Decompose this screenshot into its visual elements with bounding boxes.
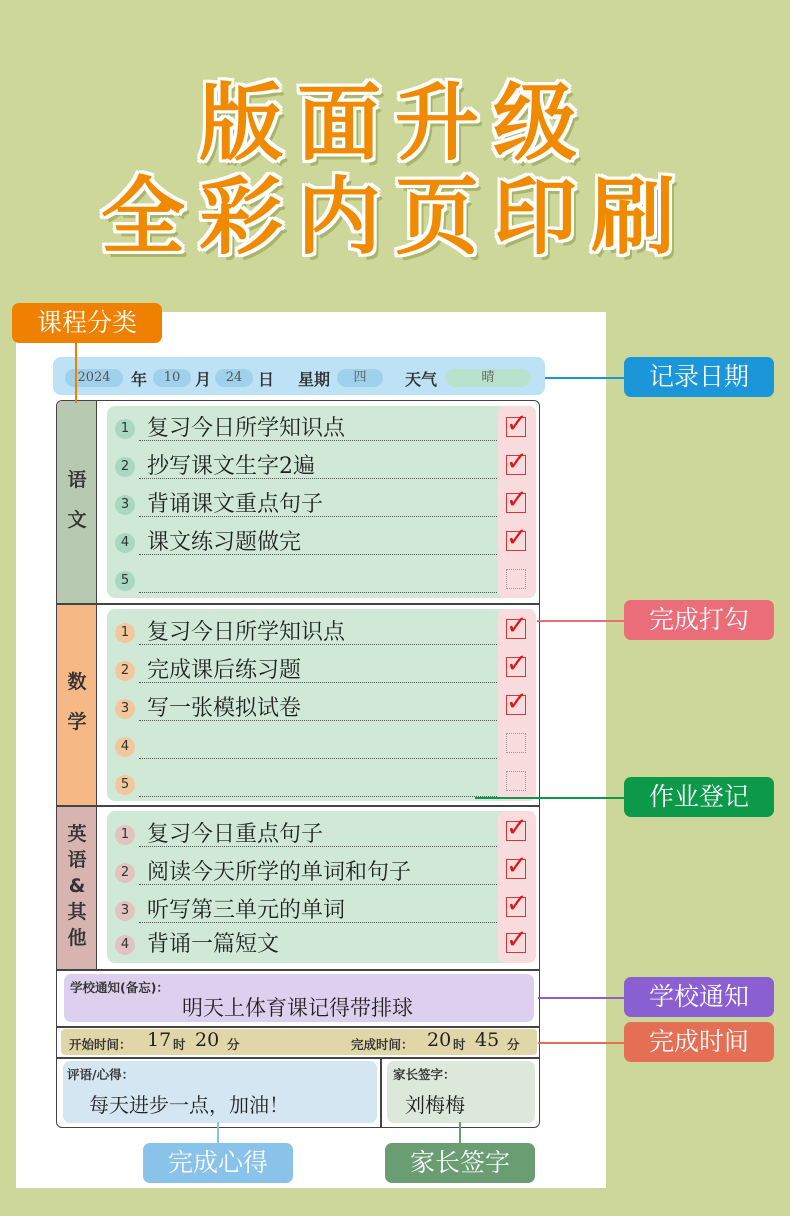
section-divider: [57, 969, 540, 971]
task-number: 3: [115, 495, 135, 515]
task-text: 复习今日所学知识点: [147, 620, 346, 645]
callout-finish-time: 完成时间: [624, 1022, 774, 1062]
end-hour: 20: [427, 1029, 452, 1051]
subject-label-english-1: 英: [67, 823, 87, 845]
task-number: 5: [115, 571, 135, 591]
comment-label: 评语/心得：: [67, 1067, 135, 1082]
section-divider: [57, 1026, 540, 1028]
time-row: [61, 1029, 537, 1055]
end-hour-unit: 时: [453, 1037, 466, 1052]
writing-line: [139, 884, 497, 885]
checkmark-icon: ✓: [506, 925, 528, 955]
month-label: 月: [195, 370, 212, 389]
subject-label-math-1: 数: [67, 671, 87, 693]
connector-line: [217, 1122, 219, 1144]
callout-record-date: 记录日期: [624, 357, 774, 397]
weather-label: 天气: [405, 370, 438, 389]
weekday-value: 四: [337, 369, 383, 387]
callout-homework-register: 作业登记: [624, 777, 774, 817]
done-checkbox[interactable]: [506, 889, 528, 919]
checkmark-icon: ✓: [506, 611, 528, 641]
task-row[interactable]: [113, 521, 497, 555]
checkmark-icon: ✓: [506, 889, 528, 919]
done-checkbox[interactable]: [506, 485, 528, 515]
task-text: 课文练习题做完: [147, 530, 302, 555]
done-checkbox[interactable]: [506, 447, 528, 477]
start-time-label: 开始时间：: [69, 1037, 132, 1052]
done-checkbox[interactable]: [506, 925, 528, 955]
signature-label: 家长签字：: [393, 1067, 456, 1082]
task-text: 听写第三单元的单词: [147, 898, 346, 923]
writing-line: [139, 516, 497, 517]
connector-line: [537, 620, 625, 622]
connector-line: [545, 377, 625, 379]
task-text: 完成课后练习题: [147, 658, 302, 683]
done-checkbox[interactable]: [506, 851, 528, 881]
checkmark-icon: ✓: [506, 447, 528, 477]
task-row[interactable]: [113, 407, 497, 441]
connector-line: [75, 343, 77, 403]
date-row: [53, 357, 545, 395]
task-number: 1: [115, 825, 135, 845]
connector-line: [538, 1042, 625, 1044]
empty-checkbox[interactable]: [506, 771, 526, 791]
signature-box: [387, 1061, 535, 1123]
checkmark-icon: ✓: [506, 813, 528, 843]
section-divider: [57, 805, 540, 807]
done-checkbox[interactable]: [506, 687, 528, 717]
checkmark-icon: ✓: [506, 649, 528, 679]
task-number: 2: [115, 863, 135, 883]
done-checkbox[interactable]: [506, 813, 528, 843]
year-value: 2024: [65, 369, 123, 387]
done-checkbox[interactable]: [506, 523, 528, 553]
task-number: 5: [115, 775, 135, 795]
subject-label-math-2: 学: [67, 711, 87, 733]
writing-line: [139, 592, 497, 593]
writing-line: [139, 478, 497, 479]
day-value: 24: [215, 369, 253, 387]
year-label: 年: [131, 370, 148, 389]
writing-line: [139, 846, 497, 847]
subject-label-english-3: &: [68, 875, 86, 897]
writing-line: [139, 720, 497, 721]
task-number: 4: [115, 533, 135, 553]
task-row[interactable]: [113, 725, 497, 759]
task-number: 2: [115, 457, 135, 477]
callout-school-notice: 学校通知: [624, 977, 774, 1017]
task-number: 1: [115, 623, 135, 643]
task-row[interactable]: [113, 889, 497, 923]
bottom-divider: [380, 1057, 382, 1128]
section-divider: [57, 1057, 540, 1059]
section-divider: [57, 603, 540, 605]
task-text: 抄写课文生字2遍: [147, 454, 315, 479]
checkmark-icon: ✓: [506, 687, 528, 717]
checkmark-icon: ✓: [506, 523, 528, 553]
task-number: 3: [115, 699, 135, 719]
writing-line: [139, 644, 497, 645]
school-notice-box: [64, 974, 534, 1022]
connector-line: [475, 797, 625, 799]
task-text: 背诵一篇短文: [147, 932, 280, 957]
end-minute-unit: 分: [507, 1037, 520, 1052]
checkmark-icon: ✓: [506, 485, 528, 515]
task-row[interactable]: [113, 559, 497, 593]
task-row[interactable]: [113, 483, 497, 517]
task-number: 2: [115, 661, 135, 681]
task-row[interactable]: [113, 927, 497, 957]
subject-cell-english-other: [57, 805, 97, 969]
headline-line-1: 版面升级: [198, 74, 591, 172]
day-label: 日: [258, 370, 275, 389]
subject-label-english-4: 其: [67, 901, 87, 923]
connector-line: [459, 1122, 461, 1144]
writing-line: [139, 554, 497, 555]
checkmark-icon: ✓: [506, 409, 528, 439]
task-row[interactable]: [113, 813, 497, 847]
school-notice-label: 学校通知(备忘)：: [70, 980, 169, 995]
task-text: 阅读今天所学的单词和句子: [147, 860, 412, 885]
month-value: 10: [153, 369, 191, 387]
start-hour: 17: [147, 1029, 172, 1051]
subject-cell-math: [57, 603, 97, 805]
end-time-label: 完成时间：: [351, 1037, 414, 1052]
start-minute-unit: 分: [227, 1037, 240, 1052]
done-checkbox[interactable]: [506, 409, 528, 439]
subject-label-english-5: 他: [67, 927, 87, 949]
empty-checkbox[interactable]: [506, 733, 526, 753]
task-text: 复习今日所学知识点: [147, 416, 346, 441]
connector-line: [538, 997, 625, 999]
end-minute: 45: [475, 1029, 500, 1051]
school-notice-text: 明天上体育课记得带排球: [182, 996, 413, 1020]
task-row[interactable]: [113, 611, 497, 645]
weather-value: 晴: [445, 369, 531, 387]
subject-label-english-2: 语: [67, 849, 87, 871]
callout-reflection: 完成心得: [143, 1143, 293, 1183]
writing-line: [139, 796, 497, 797]
task-number: 1: [115, 419, 135, 439]
writing-line: [139, 682, 497, 683]
writing-line: [139, 922, 497, 923]
task-number: 4: [115, 737, 135, 757]
checkmark-icon: ✓: [506, 851, 528, 881]
start-hour-unit: 时: [173, 1037, 186, 1052]
subject-label-chinese-1: 语: [67, 469, 87, 491]
writing-line: [139, 440, 497, 441]
callout-check-done: 完成打勾: [624, 600, 774, 640]
empty-checkbox[interactable]: [506, 569, 526, 589]
task-row[interactable]: [113, 851, 497, 885]
task-row[interactable]: [113, 687, 497, 721]
done-checkbox[interactable]: [506, 611, 528, 641]
weekday-label: 星期: [298, 370, 331, 389]
task-text: 写一张模拟试卷: [147, 696, 302, 721]
task-row[interactable]: [113, 445, 497, 479]
subject-label-chinese-2: 文: [67, 509, 87, 531]
callout-parent-signature: 家长签字: [385, 1143, 535, 1183]
signature-name: 刘梅梅: [405, 1093, 465, 1117]
task-number: 3: [115, 901, 135, 921]
writing-line: [139, 758, 497, 759]
task-text: 复习今日重点句子: [147, 822, 324, 847]
comment-box: [63, 1061, 377, 1123]
start-minute: 20: [195, 1029, 220, 1051]
task-text: 背诵课文重点句子: [147, 492, 324, 517]
task-number: 4: [115, 935, 135, 955]
task-row[interactable]: [113, 649, 497, 683]
task-row[interactable]: [113, 763, 497, 797]
headline-line-2: 全彩内页印刷: [100, 168, 689, 266]
homework-table: [56, 400, 540, 1128]
done-checkbox[interactable]: [506, 649, 528, 679]
subject-cell-chinese: [57, 401, 97, 603]
callout-course-category: 课程分类: [12, 303, 162, 343]
comment-text: 每天进步一点，加油！: [89, 1093, 289, 1117]
